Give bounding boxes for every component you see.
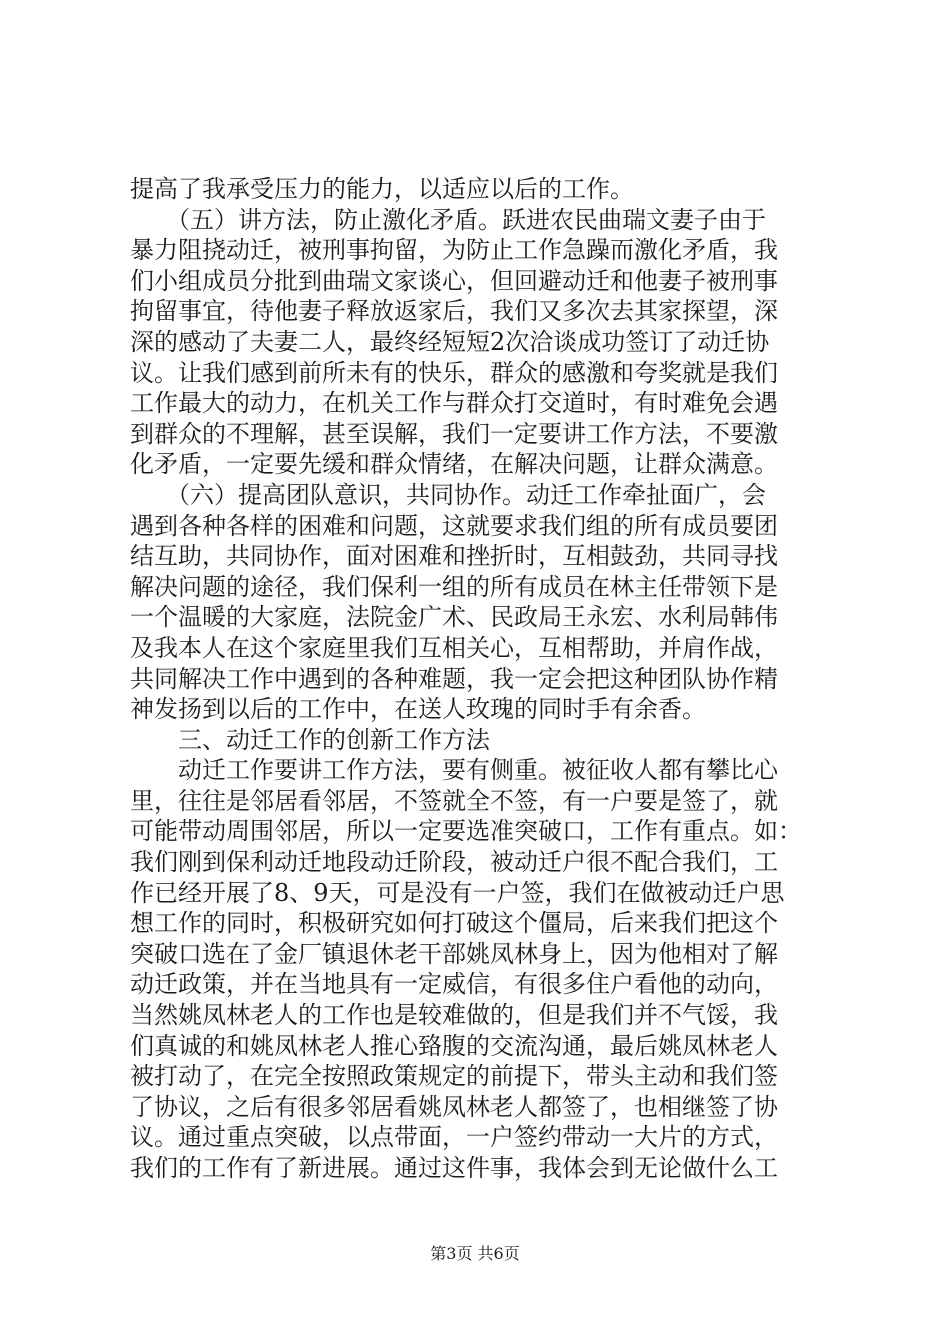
text-line: 们真诚的和姚凤林老人推心臵腹的交流沟通，最后姚凤林老人: [130, 1031, 778, 1060]
text-line: 遇到各种各样的困难和问题，这就要求我们组的所有成员要团: [130, 511, 778, 540]
text-line: 三、动迁工作的创新工作方法: [130, 725, 490, 754]
text-line: （五）讲方法，防止激化矛盾。跃进农民曲瑞文妻子由于: [130, 205, 766, 234]
text-line: 共同解决工作中遇到的各种难题，我一定会把这种团队协作精: [130, 664, 778, 693]
text-line: 到群众的不理解，甚至误解，我们一定要讲工作方法，不要激: [130, 419, 778, 448]
body-text: [130, 174, 830, 1184]
text-line: 当然姚凤林老人的工作也是较难做的，但是我们并不气馁，我: [130, 1001, 778, 1030]
text-line: 里，往往是邻居看邻居，不签就全不签，有一户要是签了，就: [130, 786, 778, 815]
text-line: 议。让我们感到前所未有的快乐，群众的感激和夸奖就是我们: [130, 358, 778, 387]
text-line: 我们的工作有了新进展。通过这件事，我体会到无论做什么工: [130, 1154, 778, 1182]
text-line: 可能带动周围邻居，所以一定要选准突破口，工作有重点。如：: [130, 817, 802, 846]
text-line: 我们刚到保利动迁地段动迁阶段，被动迁户很不配合我们，工: [130, 848, 778, 877]
text-line: （六）提高团队意识，共同协作。动迁工作牵扯面广，会: [130, 480, 766, 509]
text-line: 突破口选在了金厂镇退休老干部姚凤林身上，因为他相对了解: [130, 939, 778, 968]
text-line: 被打动了，在完全按照政策规定的前提下，带头主动和我们签: [130, 1062, 778, 1091]
text-line: 结互助，共同协作，面对困难和挫折时，互相鼓劲，共同寻找: [130, 542, 778, 571]
text-line: 想工作的同时，积极研究如何打破这个僵局，后来我们把这个: [130, 909, 778, 938]
text-line: 动迁政策，并在当地具有一定威信，有很多住户看他的动向，: [130, 970, 778, 999]
text-line: 工作最大的动力，在机关工作与群众打交道时，有时难免会遇: [130, 389, 778, 418]
text-line: 议。通过重点突破，以点带面，一户签约带动一大片的方式，: [130, 1123, 778, 1152]
text-line: 深的感动了夫妻二人，最终经短短2次洽谈成功签订了动迁协: [130, 327, 770, 356]
text-line: 神发扬到以后的工作中，在送人玫瑰的同时手有余香。: [130, 695, 706, 724]
text-line: 提高了我承受压力的能力，以适应以后的工作。: [130, 175, 634, 203]
text-line: 暴力阻挠动迁，被刑事拘留，为防止工作急躁而激化矛盾，我: [130, 236, 778, 265]
text-line: 一个温暖的大家庭，法院金广术、民政局王永宏、水利局韩伟: [130, 603, 778, 632]
text-line: 们小组成员分批到曲瑞文家谈心，但回避动迁和他妻子被刑事: [130, 266, 778, 295]
text-line: 拘留事宜，待他妻子释放返家后，我们又多次去其家探望，深: [130, 297, 778, 326]
text-line: 作已经开展了8、9天，可是没有一户签，我们在做被动迁户思: [130, 878, 785, 907]
text-line: 动迁工作要讲工作方法，要有侧重。被征收人都有攀比心: [130, 756, 778, 785]
text-line: 化矛盾，一定要先缓和群众情绪，在解决问题，让群众满意。: [130, 450, 778, 479]
text-line: 及我本人在这个家庭里我们互相关心，互相帮助，并肩作战，: [130, 633, 778, 662]
text-line: 解决问题的途径，我们保利一组的所有成员在林主任带领下是: [130, 572, 778, 601]
text-line: 了协议，之后有很多邻居看姚凤林老人都签了，也相继签了协: [130, 1092, 778, 1121]
page-footer: 第3页 共6页: [430, 1244, 520, 1263]
